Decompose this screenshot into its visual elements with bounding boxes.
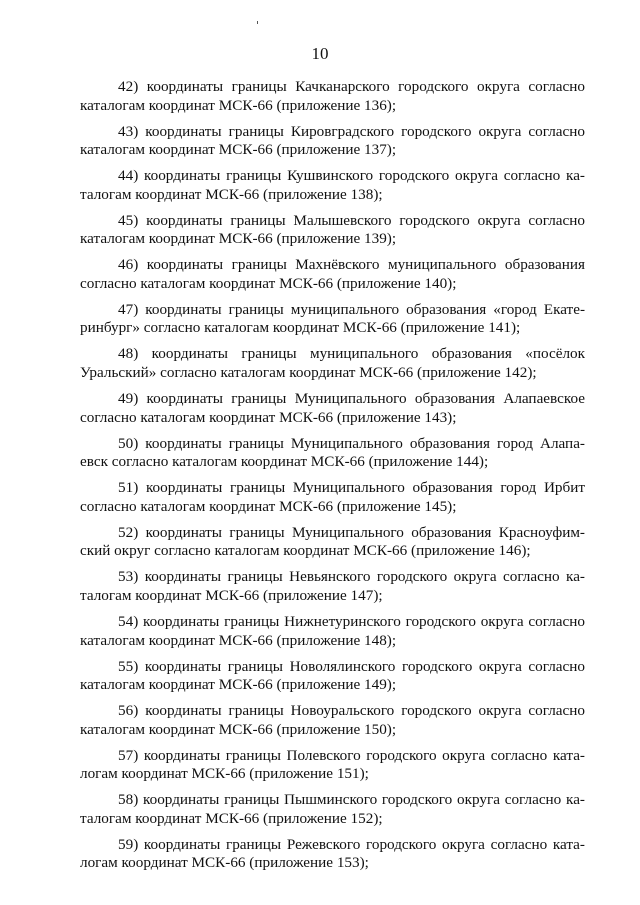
item-line: талогам координат МСК-66 (приложение 138); xyxy=(80,185,383,203)
item-line: талогам координат МСК-66 (приложение 152); xyxy=(80,809,383,827)
item-list xyxy=(80,78,585,880)
scan-speck xyxy=(257,21,258,24)
item-line-first: 49) координаты границы Муниципального образования Алапаевское xyxy=(118,390,585,408)
list-item xyxy=(80,435,585,472)
list-item xyxy=(80,390,585,427)
list-item xyxy=(80,479,585,516)
list-item xyxy=(80,256,585,293)
list-item xyxy=(80,78,585,115)
item-line: логам координат МСК-66 (приложение 151); xyxy=(80,765,369,783)
item-line-first: 52) координаты границы Муниципального образования Красноуфим- xyxy=(118,523,585,541)
item-line-first: 59) координаты границы Режевского городского округа согласно ката- xyxy=(118,835,585,853)
list-item xyxy=(80,791,585,828)
list-item xyxy=(80,658,585,695)
item-line-first: 43) координаты границы Кировградского городского округа согласно xyxy=(118,122,585,140)
item-line: согласно каталогам координат МСК-66 (приложение 143); xyxy=(80,408,457,426)
item-line: Уральский» согласно каталогам координат МСК-66 (приложение 142); xyxy=(80,364,537,382)
list-item xyxy=(80,123,585,160)
item-line: каталогам координат МСК-66 (приложение 136); xyxy=(80,96,397,114)
item-line: ринбург» согласно каталогам координат МСК-66 (приложение 141); xyxy=(80,319,521,337)
item-line-first: 54) координаты границы Нижнетуринского городского округа согласно xyxy=(118,612,585,630)
list-item xyxy=(80,524,585,561)
item-line-first: 47) координаты границы муниципального образования «город Екате- xyxy=(118,300,585,318)
item-line-first: 58) координаты границы Пышминского городского округа согласно ка- xyxy=(118,791,585,809)
item-line: талогам координат МСК-66 (приложение 147); xyxy=(80,586,383,604)
list-item xyxy=(80,212,585,249)
item-line-first: 55) координаты границы Новолялинского городского округа согласно xyxy=(118,657,585,675)
item-line: каталогам координат МСК-66 (приложение 149); xyxy=(80,676,397,694)
item-line: ский округ согласно каталогам координат МСК-66 (приложение 146); xyxy=(80,542,531,560)
list-item xyxy=(80,345,585,382)
item-line: согласно каталогам координат МСК-66 (приложение 145); xyxy=(80,497,457,515)
item-line: каталогам координат МСК-66 (приложение 148); xyxy=(80,631,397,649)
item-line-first: 56) координаты границы Новоуральского городского округа согласно xyxy=(118,702,585,720)
list-item xyxy=(80,747,585,784)
item-line-first: 46) координаты границы Махнёвского муниципального образования xyxy=(118,256,585,274)
list-item xyxy=(80,702,585,739)
page-number: 10 xyxy=(311,44,329,63)
item-line: согласно каталогам координат МСК-66 (приложение 140); xyxy=(80,274,457,292)
item-line: каталогам координат МСК-66 (приложение 150); xyxy=(80,720,397,738)
list-item xyxy=(80,836,585,873)
item-line-first: 42) координаты границы Качканарского городского округа согласно xyxy=(118,78,585,95)
item-line-first: 57) координаты границы Полевского городского округа согласно ката- xyxy=(118,746,585,764)
item-line-first: 45) координаты границы Малышевского городского округа согласно xyxy=(118,211,585,229)
item-line-first: 51) координаты границы Муниципального образования город Ирбит xyxy=(118,479,585,497)
list-item xyxy=(80,568,585,605)
item-line-first: 44) координаты границы Кушвинского городского округа согласно ка- xyxy=(118,167,585,185)
item-line-first: 50) координаты границы Муниципального образования город Алапа- xyxy=(118,434,585,452)
item-line: каталогам координат МСК-66 (приложение 139); xyxy=(80,230,397,248)
item-line: логам координат МСК-66 (приложение 153); xyxy=(80,854,369,872)
list-item xyxy=(80,613,585,650)
item-line: каталогам координат МСК-66 (приложение 137); xyxy=(80,141,397,159)
list-item xyxy=(80,167,585,204)
item-line-first: 53) координаты границы Невьянского городского округа согласно ка- xyxy=(118,568,585,586)
item-line-first: 48) координаты границы муниципального образования «посёлок xyxy=(118,345,585,363)
item-line: евск согласно каталогам координат МСК-66 (приложение 144); xyxy=(80,453,489,471)
list-item xyxy=(80,301,585,338)
